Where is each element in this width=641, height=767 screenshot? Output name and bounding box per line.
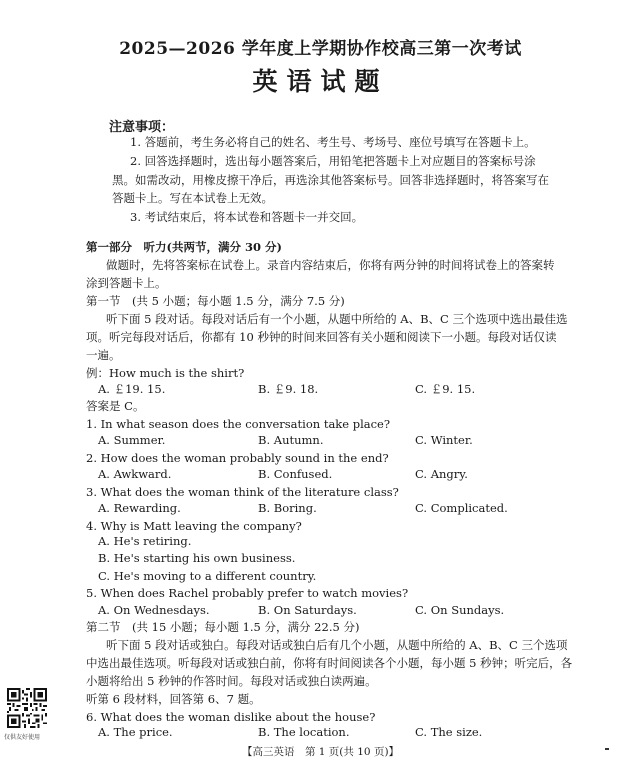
section1-instr-line3: 一遍。 <box>86 348 121 362</box>
q6-option-a: A. The price. <box>98 725 173 739</box>
section2-instr-line2: 中选出最佳选项。听每段对话或独白前，你将有时间阅读各个小题，每小题 5 秒钟；听完后，各 <box>86 656 573 670</box>
page-footer: 【高三英语 第 1 页(共 10 页)】 <box>241 746 400 758</box>
q4-option-b: B. He's starting his own business. <box>98 551 296 565</box>
note-item-2-line3: 答题卡上。写在本试卷上无效。 <box>112 191 273 205</box>
q4-option-c: C. He's moving to a different country. <box>98 569 317 583</box>
q2-option-c: C. Angry. <box>415 467 468 481</box>
section2-instr-line3: 小题将给出 5 秒钟的作答时间。每段对话或独白读两遍。 <box>86 674 377 688</box>
example-answer: 答案是 C。 <box>86 399 145 413</box>
section2-heading: 第二节 (共 15 小题；每小题 1.5 分，满分 22.5 分) <box>86 620 360 634</box>
example-option-a: A. ￡19. 15. <box>98 382 166 396</box>
q2-question: 2. How does the woman probably sound in the end? <box>86 451 389 465</box>
note-item-1: 1. 答题前，考生务必将自己的姓名、考生号、考场号、座位号填写在答题卡上。 <box>130 135 536 149</box>
q6-option-c: C. The size. <box>415 725 483 739</box>
q4-option-a: A. He's retiring. <box>98 534 192 548</box>
section2-instr-line1: 听下面 5 段对话或独白。每段对话或独白后有几个小题，从题中所给的 A、B、C 三个选项 <box>106 638 568 652</box>
section1-instr-line2: 项。听完每段对话后，你都有 10 秒钟的时间来回答有关小题和阅读下一小题。每段对话仅读 <box>86 330 557 344</box>
q1-option-a: A. Summer. <box>98 433 166 447</box>
example-question: 例：How much is the shirt? <box>86 366 245 380</box>
q1-question: 1. In what season does the conversation take place? <box>86 417 391 431</box>
q1-option-c: C. Winter. <box>415 433 473 447</box>
part1-heading: 第一部分 听力(共两节，满分 30 分) <box>86 240 282 254</box>
subject-title: 英语试题 <box>252 67 389 96</box>
q5-option-c: C. On Sundays. <box>415 603 505 617</box>
qr-code-icon <box>7 688 47 728</box>
example-option-c: C. ￡9. 15. <box>415 382 476 396</box>
exam-title: 2025—2026 学年度上学期协作校高三第一次考试 <box>119 39 522 59</box>
notes-heading: 注意事项： <box>109 120 175 135</box>
q1-option-b: B. Autumn. <box>258 433 324 447</box>
part1-intro-line2: 涂到答题卡上。 <box>86 276 167 290</box>
q5-option-b: B. On Saturdays. <box>258 603 357 617</box>
q2-option-a: A. Awkward. <box>98 467 172 481</box>
corner-mark <box>605 748 609 750</box>
note-item-2-line1: 2. 回答选择题时，选出每小题答案后，用铅笔把答题卡上对应题目的答案标号涂 <box>130 154 536 168</box>
example-option-b: B. ￡9. 18. <box>258 382 319 396</box>
q5-question: 5. When does Rachel probably prefer to watch movies? <box>86 586 409 600</box>
q3-option-a: A. Rewarding. <box>98 501 181 515</box>
section1-heading: 第一节 (共 5 小题；每小题 1.5 分，满分 7.5 分) <box>86 294 345 308</box>
q3-option-b: B. Boring. <box>258 501 317 515</box>
note-item-2-line2: 黑。如需改动，用橡皮擦干净后，再选涂其他答案标号。回答非选择题时，将答案写在 <box>112 173 549 187</box>
section2-material: 听第 6 段材料，回答第 6、7 题。 <box>86 692 261 706</box>
q5-option-a: A. On Wednesdays. <box>98 603 210 617</box>
q6-option-b: B. The location. <box>258 725 350 739</box>
q2-option-b: B. Confused. <box>258 467 333 481</box>
q4-question: 4. Why is Matt leaving the company? <box>86 519 302 533</box>
section1-instr-line1: 听下面 5 段对话。每段对话后有一个小题，从题中所给的 A、B、C 三个选项中选出最佳选 <box>106 312 568 326</box>
part1-intro-line1: 做题时，先将答案标在试卷上。录音内容结束后，你将有两分钟的时间将试卷上的答案转 <box>106 258 555 272</box>
q6-question: 6. What does the woman dislike about the house? <box>86 710 376 724</box>
qr-caption: 仅供友好使用 <box>4 734 41 741</box>
q3-question: 3. What does the woman think of the literature class? <box>86 485 399 499</box>
note-item-3: 3. 考试结束后，将本试卷和答题卡一并交回。 <box>130 210 364 224</box>
q3-option-c: C. Complicated. <box>415 501 508 515</box>
